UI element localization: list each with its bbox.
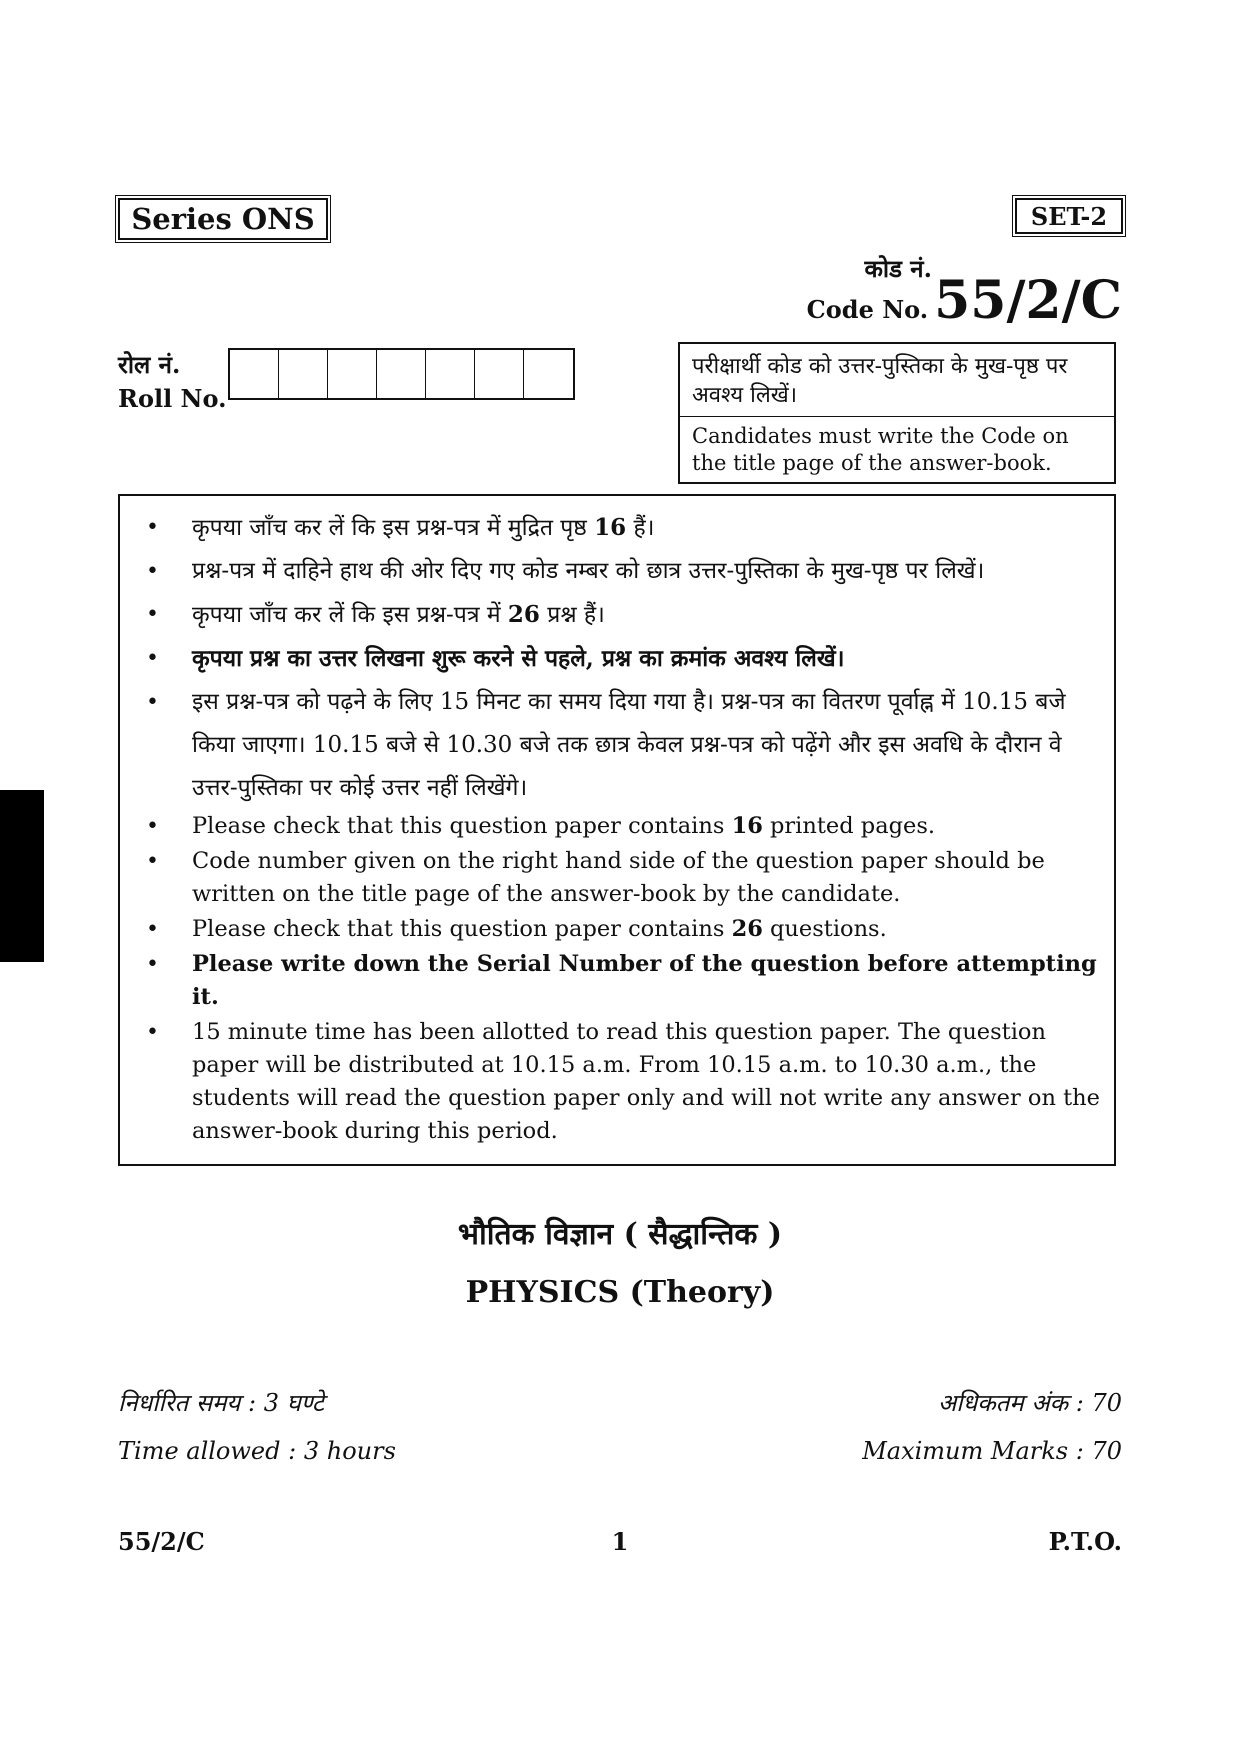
- instruction-text: Please check that this question paper contains 26 questions.: [192, 916, 887, 942]
- bullet-icon: •: [146, 690, 159, 715]
- instruction-item-hindi: [134, 681, 1100, 810]
- maximum-marks-english: Maximum Marks : 70: [862, 1437, 1122, 1465]
- instruction-text: Code number given on the right hand side of the question paper should be written on the title page of the answer-book by the candidate.: [192, 848, 1045, 907]
- roll-number-cell[interactable]: [377, 350, 426, 398]
- bullet-icon: •: [146, 814, 159, 839]
- instruction-text: इस प्रश्न-पत्र को पढ़ने के लिए 15 मिनट का समय दिया गया है। प्रश्न-पत्र का वितरण पूर्वाह्न में 10.15 बजे किया जाएगा। 10.15 बजे से 10.30 बजे तक छात्र केवल प्रश्न-पत्र को पढ़ेंगे और इस अवधि के दौरान वे उत्तर-पुस्तिका पर कोई उत्तर नहीं लिखेंगे।: [192, 689, 1066, 801]
- instruction-item-hindi: [134, 506, 1100, 550]
- series-label: Series ONS: [118, 198, 328, 240]
- bullet-icon: •: [146, 646, 159, 671]
- instruction-text: 15 minute time has been allotted to read this question paper. The question paper will be distributed at 10.15 a.m. From 10.15 a.m. to 10.30 a.m., the students will read the question paper only and will not write any answer on the answer-book during this period.: [192, 1019, 1100, 1144]
- instruction-text: Please write down the Serial Number of the question before attempting it.: [192, 951, 1097, 1010]
- subject-title-hindi: भौतिक विज्ञान ( सैद्धान्तिक ): [457, 1217, 783, 1252]
- roll-number-cell[interactable]: [279, 350, 328, 398]
- code-number-block: [807, 255, 1122, 329]
- code-label-hindi: कोड नं.: [864, 254, 932, 283]
- bullet-icon: •: [146, 515, 159, 540]
- roll-number-boxes: [228, 348, 575, 400]
- footer-pto: P.T.O.: [1048, 1527, 1122, 1556]
- maximum-marks-hindi: अधिकतम अंक : 70: [937, 1389, 1122, 1417]
- roll-number-labels: [118, 348, 226, 416]
- code-row: [806, 270, 1122, 331]
- instruction-item-hindi: [134, 550, 1100, 593]
- instruction-item-english: [134, 810, 1100, 843]
- set-label: SET-2: [1015, 198, 1123, 234]
- instructions-list: [134, 506, 1100, 1148]
- notice-hindi: परीक्षार्थी कोड को उत्तर-पुस्तिका के मुख-पृष्ठ पर अवश्य लिखें।: [692, 354, 1068, 408]
- notice-english: Candidates must write the Code on the title page of the answer-book.: [692, 424, 1069, 475]
- footer-code: 55/2/C: [118, 1527, 205, 1556]
- time-allowed-hindi: निर्धारित समय : 3 घण्टे: [118, 1389, 325, 1417]
- instructions-box: [118, 494, 1116, 1166]
- instruction-text: कृपया प्रश्न का उत्तर लिखना शुरू करने से पहले, प्रश्न का क्रमांक अवश्य लिखें।: [192, 645, 845, 672]
- instruction-item-english: [134, 1016, 1100, 1148]
- roll-number-cell[interactable]: [328, 350, 377, 398]
- roll-label-english: Roll No.: [118, 384, 227, 413]
- bullet-icon: •: [146, 917, 159, 942]
- roll-number-cell[interactable]: [426, 350, 475, 398]
- roll-label-hindi: रोल नं.: [118, 350, 181, 379]
- roll-number-cell[interactable]: [230, 350, 279, 398]
- bullet-icon: •: [146, 559, 159, 584]
- instruction-item-english: [134, 948, 1100, 1014]
- instruction-text: Please check that this question paper contains 16 printed pages.: [192, 813, 936, 839]
- instruction-text: कृपया जाँच कर लें कि इस प्रश्न-पत्र में मुद्रित पृष्ठ 16 हैं।: [192, 514, 655, 541]
- candidate-notice-box: [678, 342, 1116, 484]
- side-black-marker: [0, 790, 44, 962]
- instruction-item-hindi: [134, 637, 1100, 681]
- instruction-text: कृपया जाँच कर लें कि इस प्रश्न-पत्र में 26 प्रश्न हैं।: [192, 601, 605, 628]
- roll-number-cell[interactable]: [524, 350, 573, 398]
- code-label-english: Code No.: [806, 295, 929, 324]
- roll-number-cell[interactable]: [475, 350, 524, 398]
- bullet-icon: •: [146, 602, 159, 627]
- time-allowed-english: Time allowed : 3 hours: [118, 1437, 396, 1465]
- bullet-icon: •: [146, 849, 159, 874]
- bullet-icon: •: [146, 1020, 159, 1045]
- footer-page-number: 1: [611, 1527, 629, 1556]
- code-value: 55/2/C: [934, 270, 1122, 331]
- bullet-icon: •: [146, 952, 159, 977]
- instruction-text: प्रश्न-पत्र में दाहिने हाथ की ओर दिए गए कोड नम्बर को छात्र उत्तर-पुस्तिका के मुख-पृष्ठ पर लिखें।: [192, 558, 985, 584]
- notice-divider: [680, 416, 1114, 417]
- instruction-item-hindi: [134, 593, 1100, 637]
- instruction-item-english: [134, 845, 1100, 911]
- subject-title-english: PHYSICS (Theory): [465, 1275, 775, 1310]
- instruction-item-english: [134, 913, 1100, 946]
